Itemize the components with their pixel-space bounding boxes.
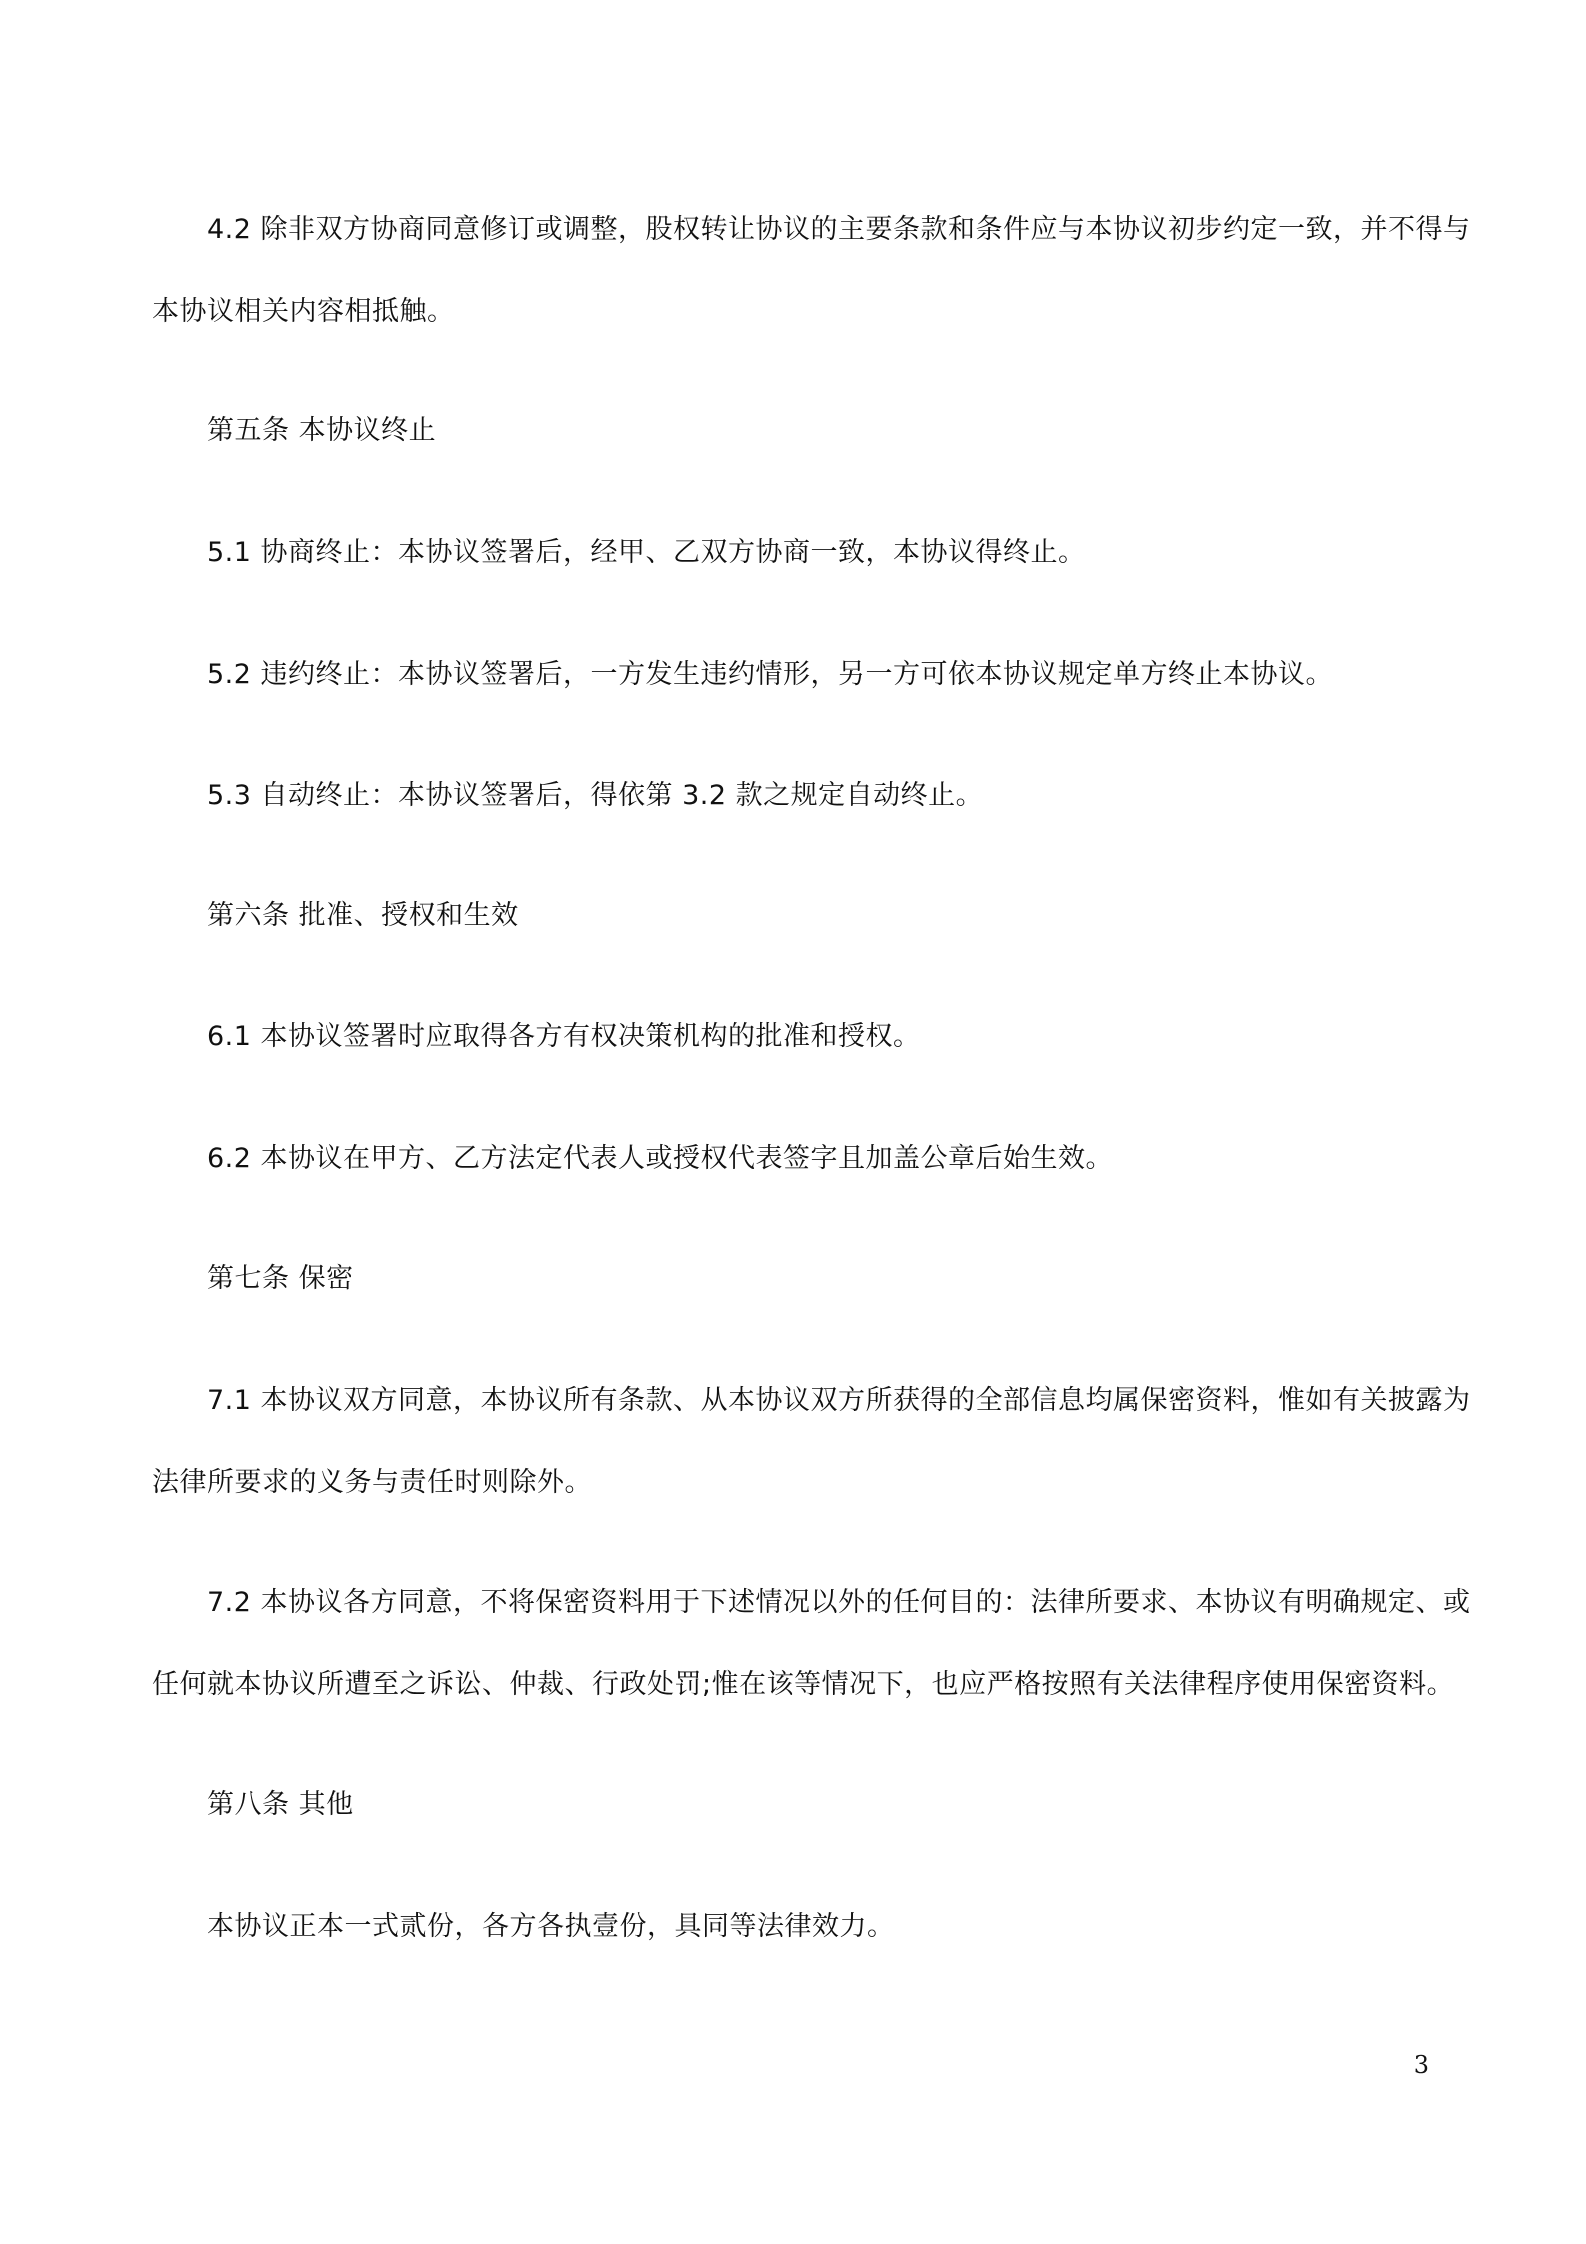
- article-5-heading: 第五条 本协议终止: [207, 415, 437, 446]
- page-number: 3: [1413, 2051, 1429, 2079]
- clause-8: 本协议正本一式贰份，各方各执壹份，具同等法律效力。: [207, 1911, 895, 1942]
- clause-6-2: 6.2 本协议在甲方、乙方法定代表人或授权代表签字且加盖公章后始生效。: [207, 1143, 1114, 1174]
- clause-5-2: 5.2 违约终止：本协议签署后，一方发生违约情形，另一方可依本协议规定单方终止本协议。: [207, 659, 1334, 690]
- clause-7-1-line-2: 法律所要求的义务与责任时则除外。: [152, 1467, 592, 1498]
- clause-6-1: 6.1 本协议签署时应取得各方有权决策机构的批准和授权。: [207, 1021, 921, 1052]
- clause-5-3: 5.3 自动终止：本协议签署后，得依第 3.2 款之规定自动终止。: [207, 780, 984, 811]
- clause-4-2-line-2: 本协议相关内容相抵触。: [152, 296, 455, 327]
- clause-5-1: 5.1 协商终止：本协议签署后，经甲、乙双方协商一致，本协议得终止。: [207, 537, 1086, 568]
- clause-7-2-line-1: 7.2 本协议各方同意，不将保密资料用于下述情况以外的任何目的：法律所要求、本协议有明确规定、或: [207, 1587, 1471, 1618]
- article-8-heading: 第八条 其他: [207, 1789, 354, 1820]
- article-7-heading: 第七条 保密: [207, 1263, 354, 1294]
- clause-7-1-line-1: 7.1 本协议双方同意，本协议所有条款、从本协议双方所获得的全部信息均属保密资料，惟如有关披露为: [207, 1385, 1471, 1416]
- article-6-heading: 第六条 批准、授权和生效: [207, 900, 519, 931]
- clause-7-2-line-2: 任何就本协议所遭至之诉讼、仲裁、行政处罚;惟在该等情况下，也应严格按照有关法律程序使用保密资料。: [152, 1669, 1455, 1700]
- clause-4-2-line-1: 4.2 除非双方协商同意修订或调整，股权转让协议的主要条款和条件应与本协议初步约定一致，并不得与: [207, 214, 1471, 245]
